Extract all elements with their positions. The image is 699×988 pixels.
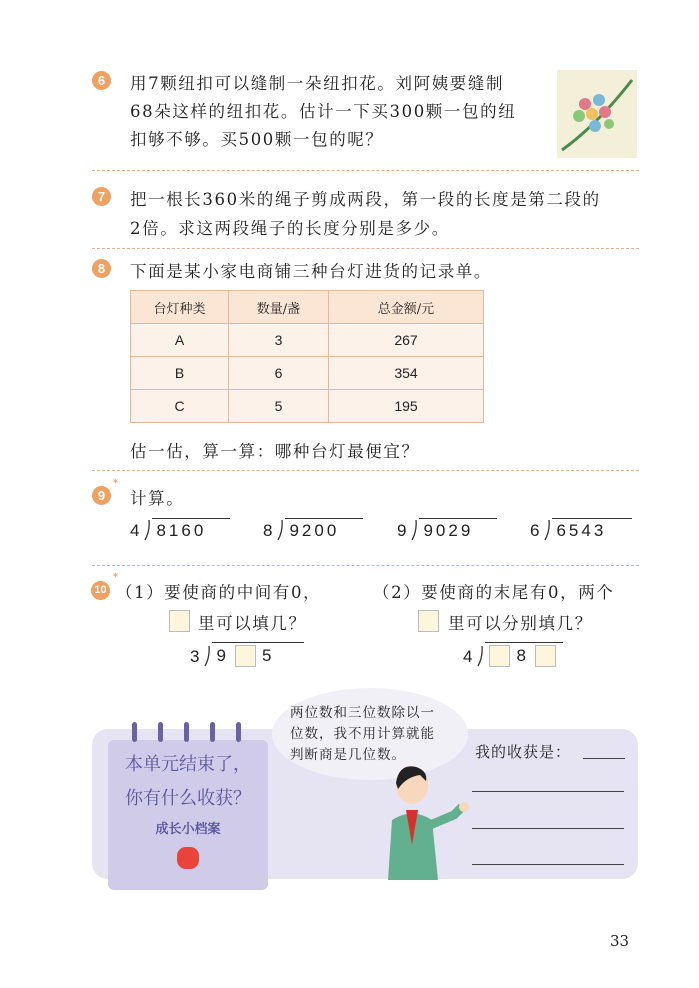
table-row	[131, 390, 484, 423]
digit: 8	[516, 646, 529, 665]
speech-line: 位数，我不用计算就能	[290, 726, 435, 742]
write-line[interactable]	[583, 758, 625, 759]
speech-text	[290, 703, 435, 766]
divisor: 6	[530, 521, 543, 540]
write-line[interactable]	[472, 828, 624, 829]
cell: A	[131, 324, 229, 357]
dividend: 8160	[152, 518, 230, 541]
divisor: 9	[397, 521, 410, 540]
problem-10-q2b: 里可以分别填几？	[448, 614, 593, 633]
division-2	[263, 518, 363, 541]
button-flower-image	[557, 70, 637, 158]
boy-illustration	[384, 765, 474, 884]
problem-8-question: 估一估，算一算：哪种台灯最便宜？	[130, 442, 420, 461]
note-line-2: 你有什么收获？	[125, 788, 251, 808]
write-line[interactable]	[472, 791, 624, 792]
problem-10-number: 10	[91, 581, 110, 600]
problem-6-line-2: 68朵这样的纽扣花。估计一下买300颗一包的纽	[130, 102, 517, 121]
divider	[92, 565, 639, 566]
divisor: 3	[190, 647, 203, 666]
header-quantity: 数量/盏	[229, 291, 329, 324]
flower-icon	[177, 847, 199, 869]
division-q2	[463, 642, 563, 667]
dividend: 6543	[552, 518, 632, 541]
problem-7-line-2: 2倍。求这两段绳子的长度分别是多少。	[130, 219, 450, 238]
divisor: 4	[463, 647, 476, 666]
cell: B	[131, 357, 229, 390]
cell: C	[131, 390, 229, 423]
problem-8-intro: 下面是某小家电商铺三种台灯进货的记录单。	[130, 262, 492, 281]
divisor: 8	[263, 521, 276, 540]
cell: 267	[329, 324, 484, 357]
problem-6-number: 6	[92, 71, 111, 90]
problem-10-q1b: 里可以填几？	[198, 614, 307, 633]
header-type: 台灯种类	[131, 291, 229, 324]
lamp-table	[130, 290, 484, 423]
problem-6-line-1: 用7颗纽扣可以缝制一朵纽扣花。刘阿姨要缝制	[130, 74, 505, 93]
answer-box[interactable]	[535, 645, 556, 667]
note-tag: 成长小档案	[155, 821, 221, 836]
page-number: 33	[610, 932, 630, 950]
dividend	[212, 642, 304, 667]
divider	[92, 170, 639, 171]
answer-box[interactable]	[169, 610, 190, 632]
digit: 9	[216, 646, 229, 665]
write-line[interactable]	[472, 864, 624, 865]
cell: 354	[329, 357, 484, 390]
problem-8-number: 8	[92, 259, 111, 278]
dividend: 9029	[419, 518, 497, 541]
speech-line: 判断商是几位数。	[290, 747, 406, 763]
problem-6-line-3: 扣够不够。买500颗一包的呢？	[130, 130, 384, 149]
star-mark: *	[113, 478, 118, 489]
header-amount: 总金额/元	[329, 291, 484, 324]
harvest-label: 我的收获是：	[475, 743, 572, 761]
problem-10-q1: （1）要使商的中间有0，	[116, 583, 322, 602]
problem-10-q2: （2）要使商的末尾有0，两个	[373, 583, 615, 602]
problem-7-line-1: 把一根长360米的绳子剪成两段，第一段的长度是第二段的	[130, 190, 601, 209]
table-row	[131, 357, 484, 390]
problem-7-number: 7	[92, 187, 111, 206]
star-mark: *	[113, 572, 118, 583]
divider	[92, 470, 639, 471]
growth-notebook	[108, 740, 268, 890]
division-q1	[190, 642, 304, 667]
answer-box[interactable]	[418, 610, 439, 632]
cell: 195	[329, 390, 484, 423]
answer-box[interactable]	[489, 645, 510, 667]
division-3	[397, 518, 497, 541]
cell: 5	[229, 390, 329, 423]
division-1	[130, 518, 230, 541]
digit: 5	[261, 646, 275, 665]
answer-box[interactable]	[235, 645, 256, 667]
speech-line: 两位数和三位数除以一	[290, 705, 435, 721]
divider	[92, 248, 639, 249]
problem-9-number: 9	[92, 486, 111, 505]
division-4	[530, 518, 632, 541]
divisor: 4	[130, 521, 143, 540]
dividend	[485, 642, 563, 667]
cell: 3	[229, 324, 329, 357]
problem-9-title: 计算。	[130, 489, 185, 508]
table-row	[131, 324, 484, 357]
note-line-1: 本单元结束了，	[125, 754, 251, 774]
cell: 6	[229, 357, 329, 390]
dividend: 9200	[285, 518, 363, 541]
